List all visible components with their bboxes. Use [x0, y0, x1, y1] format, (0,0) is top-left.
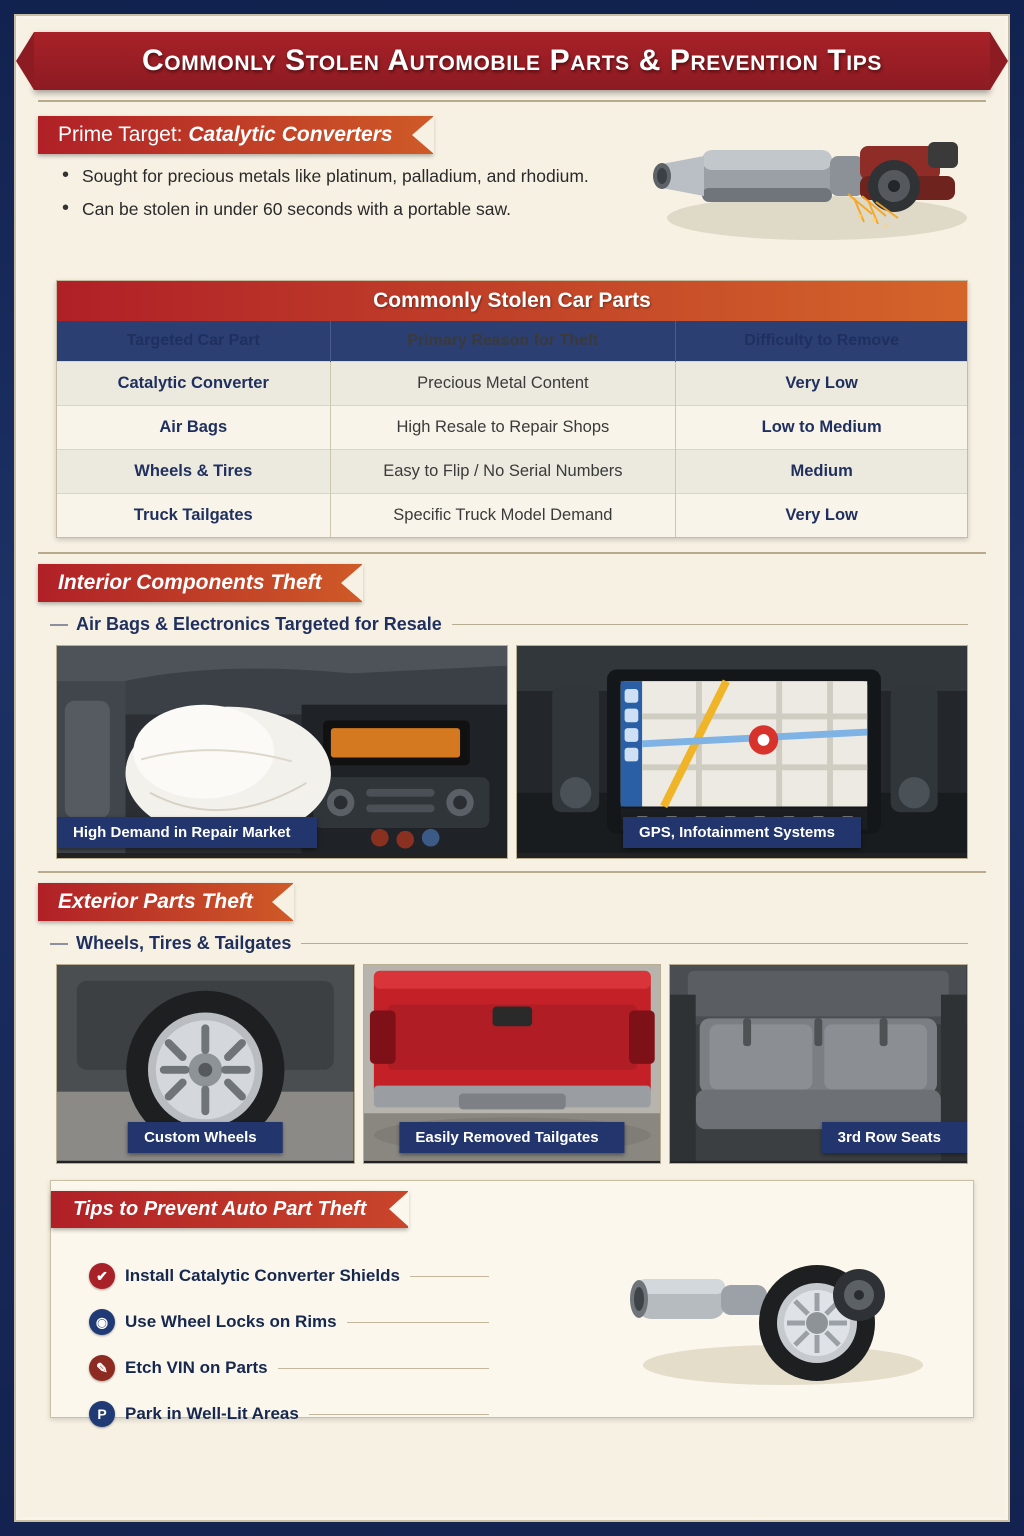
- column-header-part: Targeted Car Part: [57, 321, 330, 362]
- prime-target-ribbon: [38, 116, 433, 154]
- cell-difficulty: Low to Medium: [676, 406, 967, 450]
- tip-rule: [410, 1276, 489, 1277]
- tip-rule: [309, 1414, 489, 1415]
- list-item: • Sought for precious metals like platinum, palladium, and rhodium.: [60, 166, 660, 187]
- cell-part: Wheels & Tires: [57, 450, 330, 494]
- wheel-and-converter-illustration: [603, 1223, 933, 1393]
- list-item: [89, 1299, 489, 1345]
- exterior-subhead: [50, 933, 968, 954]
- photo-caption: Easily Removed Tailgates: [399, 1122, 624, 1153]
- prime-ribbon-strong: Catalytic Converters: [188, 123, 393, 146]
- exterior-subhead-text: Wheels, Tires & Tailgates: [76, 933, 292, 953]
- tip-text: Park in Well-Lit Areas: [125, 1404, 299, 1423]
- column-header-difficulty: Difficulty to Remove: [676, 321, 967, 362]
- table-row: [57, 450, 967, 494]
- table-title: Commonly Stolen Car Parts: [57, 281, 967, 321]
- table-row: [57, 406, 967, 450]
- photo-infotainment: [516, 645, 968, 859]
- cell-reason: High Resale to Repair Shops: [330, 406, 676, 450]
- cell-part: Air Bags: [57, 406, 330, 450]
- table-row: [57, 362, 967, 406]
- check-icon: ✔: [89, 1263, 115, 1289]
- prime-target-bullets: [60, 166, 660, 220]
- list-item: • Can be stolen in under 60 seconds with a portable saw.: [60, 199, 660, 220]
- wheel-lock-icon: ◉: [89, 1309, 115, 1335]
- list-item: [89, 1253, 489, 1299]
- cell-reason: Specific Truck Model Demand: [330, 494, 676, 538]
- photo-caption: GPS, Infotainment Systems: [623, 817, 861, 848]
- prime-ribbon-prefix: Prime Target:: [58, 123, 189, 146]
- section-divider: [38, 871, 986, 873]
- interior-subhead: [50, 614, 968, 635]
- photo-caption: Custom Wheels: [128, 1122, 283, 1153]
- tip-text: Etch VIN on Parts: [125, 1358, 268, 1377]
- column-header-reason: Primary Reason for Theft: [330, 321, 676, 362]
- cell-part: Catalytic Converter: [57, 362, 330, 406]
- tip-text: Use Wheel Locks on Rims: [125, 1312, 337, 1331]
- dash-icon: [50, 943, 68, 945]
- subhead-rule: [301, 943, 968, 944]
- subhead-rule: [452, 624, 968, 625]
- list-item: [89, 1391, 489, 1437]
- table-row: [57, 494, 967, 538]
- list-item: [89, 1345, 489, 1391]
- cell-part: Truck Tailgates: [57, 494, 330, 538]
- photo-caption: High Demand in Repair Market: [57, 817, 317, 848]
- tip-rule: [347, 1322, 489, 1323]
- engraver-icon: ✎: [89, 1355, 115, 1381]
- stolen-parts-table: [56, 280, 968, 538]
- tip-rule: [278, 1368, 489, 1369]
- interior-section: [16, 564, 1008, 859]
- dash-icon: [50, 624, 68, 626]
- tips-list: [89, 1253, 489, 1437]
- cell-reason: Easy to Flip / No Serial Numbers: [330, 450, 676, 494]
- tips-ribbon: Tips to Prevent Auto Part Theft: [51, 1191, 408, 1228]
- photo-caption: 3rd Row Seats: [822, 1122, 967, 1153]
- exterior-ribbon: Exterior Parts Theft: [38, 883, 293, 921]
- cell-reason: Precious Metal Content: [330, 362, 676, 406]
- prime-target-section: [16, 116, 1008, 266]
- page-title: Commonly Stolen Automobile Parts & Prevention Tips: [142, 44, 882, 77]
- exterior-section: [16, 883, 1008, 1164]
- photo-truck-tailgate: [363, 964, 662, 1164]
- catalytic-converter-illustration: [642, 98, 982, 248]
- photo-third-row-seats: [669, 964, 968, 1164]
- interior-ribbon: Interior Components Theft: [38, 564, 362, 602]
- tip-text: Install Catalytic Converter Shields: [125, 1266, 400, 1285]
- photo-airbag-dashboard: [56, 645, 508, 859]
- interior-subhead-text: Air Bags & Electronics Targeted for Resale: [76, 614, 442, 634]
- cell-difficulty: Very Low: [676, 362, 967, 406]
- interior-photo-row: [56, 645, 968, 859]
- cell-difficulty: Very Low: [676, 494, 967, 538]
- poster-header: [34, 32, 990, 90]
- exterior-photo-row: [56, 964, 968, 1164]
- photo-custom-wheel: [56, 964, 355, 1164]
- parking-icon: P: [89, 1401, 115, 1427]
- table-header-row: [57, 321, 967, 362]
- cell-difficulty: Medium: [676, 450, 967, 494]
- poster-sheet: [14, 14, 1010, 1522]
- section-divider: [38, 552, 986, 554]
- prevention-tips-section: [50, 1180, 974, 1423]
